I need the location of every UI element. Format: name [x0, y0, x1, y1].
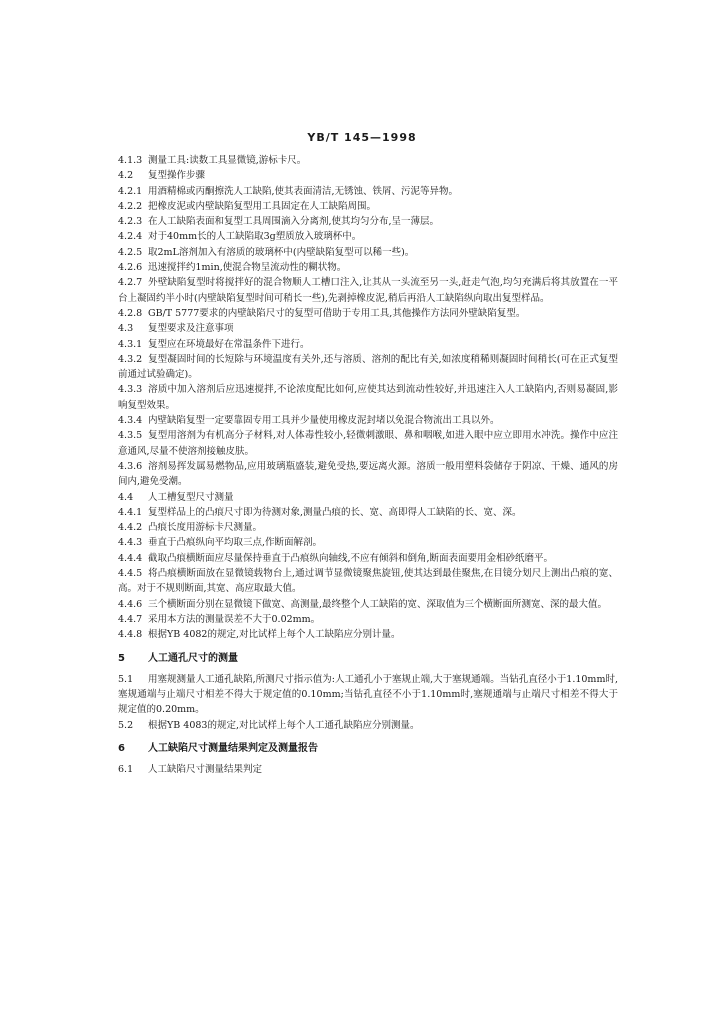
clause-text: 复型凝固时间的长短除与环境温度有关外,还与溶质、溶剂的配比有关,如浓度稍稀则凝固时间稍长(可在正式复型前通过试验确定)。: [118, 353, 618, 381]
clause-number: 4.2.3: [118, 216, 143, 228]
paragraph: [118, 597, 618, 612]
paragraph: [118, 428, 618, 459]
clause-number: 4.4.7: [118, 613, 143, 625]
clause-number: 4.2.8: [118, 307, 143, 319]
paragraph: [118, 337, 618, 352]
paragraph: [118, 413, 618, 428]
clause-number: 5.2: [118, 719, 134, 731]
paragraph: [118, 275, 618, 306]
clause-number: 4.2: [118, 170, 134, 182]
clause-text: GB/T 5777要求的内壁缺陷尺寸的复型可借助于专用工具,其他操作方法同外壁缺陷复型。: [148, 307, 526, 319]
clause-text: 根据YB 4082的规定,对比试样上每个人工缺陷应分别计量。: [148, 629, 401, 641]
clause-number: 4.4.4: [118, 552, 143, 564]
paragraph: [118, 260, 618, 275]
clause-text: 用酒精棉或丙酮擦洗人工缺陷,使其表面清洁,无锈蚀、铁屑、污泥等异物。: [148, 185, 459, 197]
paragraph: [118, 229, 618, 244]
clause-text: 复型应在环境最好在常温条件下进行。: [148, 338, 310, 350]
page-header: YB/T 145—1998: [307, 131, 417, 144]
paragraph: [118, 321, 618, 336]
section-heading: [118, 741, 618, 756]
clause-number: 6: [118, 742, 125, 754]
paragraph: [118, 505, 618, 520]
paragraph: [118, 352, 618, 383]
clause-text: 人工通孔尺寸的测量: [148, 652, 238, 664]
clause-number: 4.1.3: [118, 155, 143, 166]
paragraph: [118, 627, 618, 642]
clause-number: 4.2.6: [118, 262, 143, 274]
clause-text: 复型样品上的凸痕尺寸即为待测对象,测量凸痕的长、宽、高即得人工缺陷的长、宽、深。: [148, 506, 522, 518]
clause-text: 人工缺陷尺寸测量结果判定: [148, 764, 263, 776]
clause-text: 复型操作步骤: [148, 170, 206, 182]
clause-text: 测量工具:读数工具显微镜,游标卡尺。: [148, 155, 307, 166]
clause-text: 内壁缺陷复型一定要靠固专用工具并少量使用橡皮泥封堵以免混合物流出工具以外。: [148, 415, 500, 427]
paragraph: [118, 520, 618, 535]
clause-number: 4.4.6: [118, 598, 143, 610]
clause-text: 人工槽复型尺寸测量: [148, 491, 234, 503]
clause-text: 在人工缺陷表面和复型工具周围滴入分离剂,使其均匀分布,呈一薄层。: [148, 216, 440, 228]
clause-number: 4.3.4: [118, 415, 143, 427]
clause-text: 凸痕长度用游标卡尺测量。: [148, 522, 263, 534]
clause-text: 将凸痕横断面放在显微镜载物台上,通过调节显微镜聚焦旋钮,使其达到最佳聚焦,在目镜分划尺上测出凸痕的宽、高。对于不规则断面,其宽、高应取最大值。: [118, 568, 618, 595]
clause-number: 4.4: [118, 491, 134, 503]
clause-number: 4.4.5: [118, 568, 143, 580]
clause-number: 4.4.3: [118, 537, 143, 549]
clause-number: 4.4.2: [118, 522, 143, 534]
paragraph: [118, 199, 618, 214]
clause-text: 三个横断面分别在显微镜下做宽、高测量,最终整个人工缺陷的宽、深取值为三个横断面所测宽、深的最大值。: [148, 598, 608, 610]
clause-text: 采用本方法的测量误差不大于0.02mm。: [148, 613, 321, 625]
clause-number: 5: [118, 652, 125, 664]
clause-text: 根据YB 4083的规定,对比试样上每个人工通孔缺陷应分别测量。: [148, 719, 420, 731]
clause-number: 4.2.7: [118, 277, 143, 289]
paragraph: [118, 214, 618, 229]
clause-text: 复型要求及注意事项: [148, 323, 234, 335]
clause-text: 复型用溶剂为有机高分子材料,对人体毒性较小,轻微刺激眼、鼻和咽喉,如进入眼中应立即用水冲洗。操作中应注意通风,尽量不使溶剂接触皮肤。: [118, 430, 618, 457]
clause-number: 4.2.1: [118, 185, 143, 197]
clause-number: 4.3.6: [118, 460, 143, 472]
clause-number: 4.2.2: [118, 200, 143, 212]
clause-number: 4.3.1: [118, 338, 143, 350]
clause-text: 垂直于凸痕纵向平均取三点,作断面解剖。: [148, 537, 323, 549]
paragraph: [118, 551, 618, 566]
paragraph: [118, 245, 618, 260]
clause-number: 5.1: [118, 673, 134, 685]
clause-number: 4.2.4: [118, 231, 143, 243]
clause-text: 溶质中加入溶剂后应迅速搅拌,不论浓度配比如何,应使其达到流动性较好,并迅速注入人工缺陷内,否则易凝固,影响复型效果。: [118, 384, 618, 411]
clause-number: 4.3.2: [118, 353, 143, 365]
paragraph: [118, 306, 618, 321]
clause-number: 4.3.5: [118, 430, 143, 442]
clause-text: 截取凸痕横断面应尽量保持垂直于凸痕纵向轴线,不应有倾斜和倒角,断面表面要用金相砂纸磨平。: [148, 552, 554, 564]
paragraph: [118, 718, 618, 733]
clause-number: 4.4.1: [118, 506, 143, 518]
clause-text: 用塞规测量人工通孔缺陷,所测尺寸指示值为:人工通孔小于塞规止端,大于塞规通端。当钻孔直径小于1.10mm时,塞规通端与止端尺寸相差不得大于规定值的0.10mm;当钻孔直径不小于1.10mm时,塞规通端与止端尺寸相差不得大于规定值的0.20mm。: [118, 673, 618, 716]
paragraph: [118, 762, 618, 777]
document-body: [118, 153, 618, 778]
paragraph: [118, 382, 618, 413]
clause-text: 把橡皮泥或内壁缺陷复型用工具固定在人工缺陷周围。: [148, 200, 377, 212]
clause-number: 4.3: [118, 323, 134, 335]
paragraph: [118, 566, 618, 597]
paragraph: [118, 184, 618, 199]
clause-number: 4.2.5: [118, 246, 143, 258]
clause-text: 人工缺陷尺寸测量结果判定及测量报告: [148, 742, 318, 754]
clause-text: 溶剂易挥发属易燃物品,应用玻璃瓶盛装,避免受热,要远离火源。溶质一般用塑料袋储存于阴凉、干燥、通风的房间内,避免受潮。: [118, 460, 618, 488]
clause-number: 4.4.8: [118, 629, 143, 641]
clause-text: 取2mL溶剂加入有溶质的玻璃杯中(内壁缺陷复型可以稀一些)。: [148, 246, 415, 258]
paragraph: [118, 153, 618, 168]
paragraph: [118, 459, 618, 490]
clause-number: 4.3.3: [118, 384, 143, 396]
section-heading: [118, 651, 618, 666]
clause-number: 6.1: [118, 764, 134, 776]
paragraph: [118, 535, 618, 550]
paragraph: [118, 672, 618, 718]
paragraph: [118, 612, 618, 627]
paragraph: [118, 490, 618, 505]
paragraph: [118, 168, 618, 183]
clause-text: 外壁缺陷复型时将搅拌好的混合物顺人工槽口注入,让其从一头流至另一头,赶走气泡,均匀充满后将其放置在一平台上凝固约半小时(内壁缺陷复型时间可稍长一些),先剥掉橡皮泥,稍后再沿人工缺陷纵向取出复型样品。: [118, 277, 618, 304]
clause-text: 对于40mm长的人工缺陷取3g塑质放入玻璃杯中。: [148, 231, 362, 243]
clause-text: 迅速搅拌约1min,使混合物呈流动性的糊状物。: [148, 262, 347, 274]
